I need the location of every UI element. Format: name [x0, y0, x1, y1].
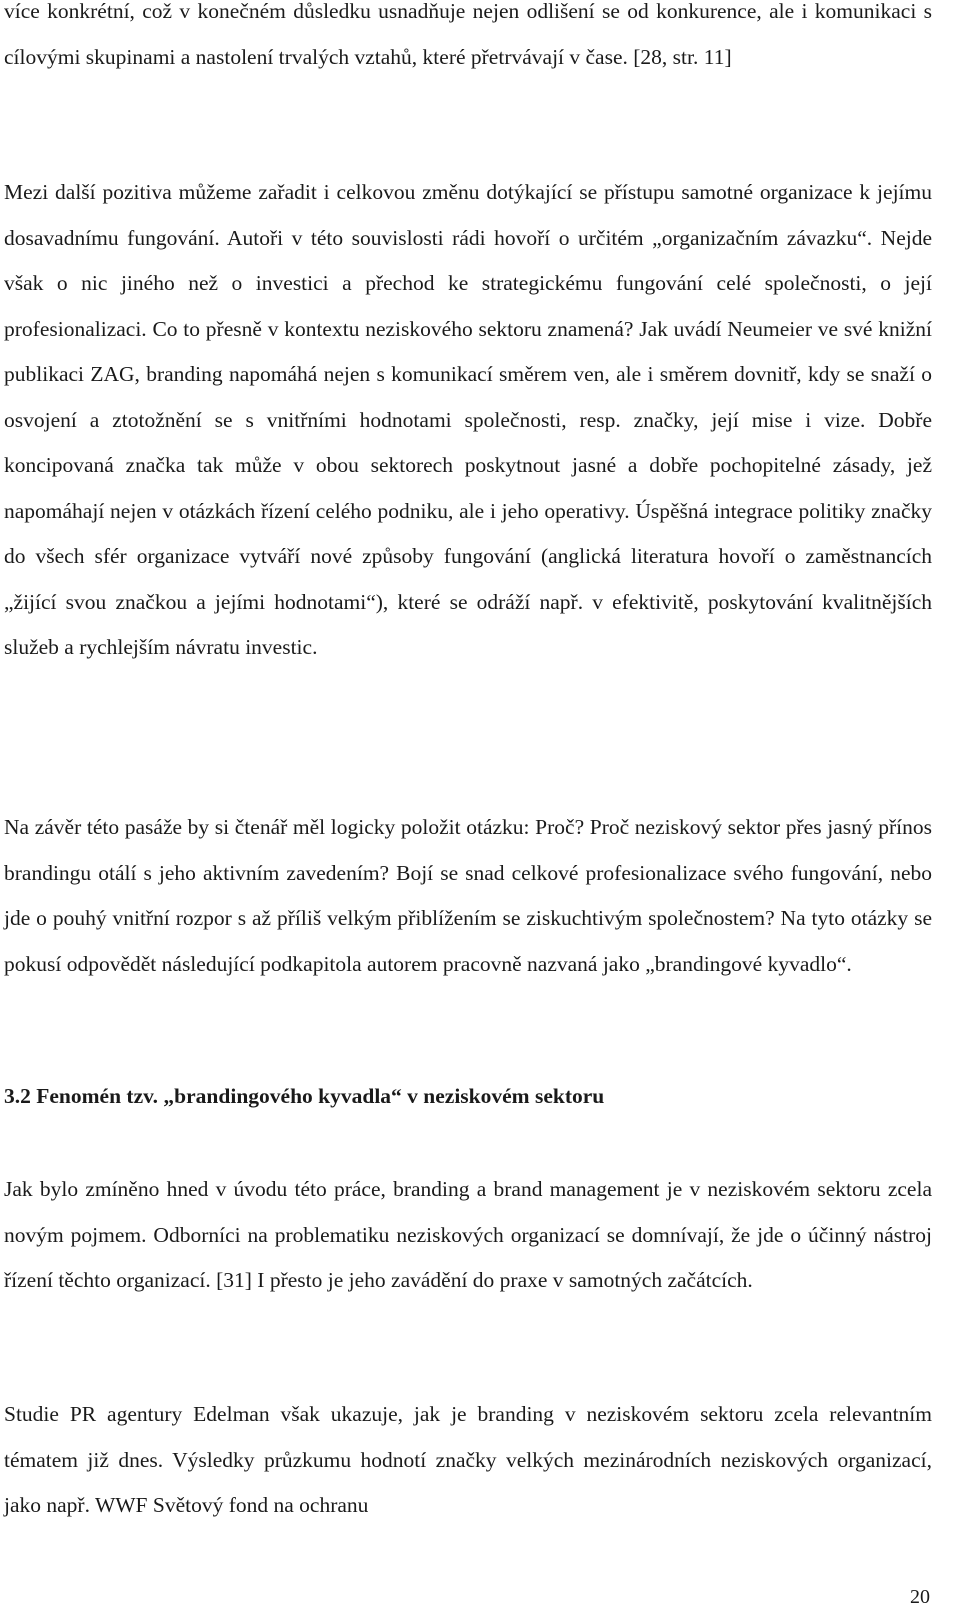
paragraph-benefits: Mezi další pozitiva můžeme zařadit i celkovou změnu dotýkající se přístupu samotné organizace k jejímu dosavadnímu fungování. Autoři v této souvislosti rádi hovoří o určitém „organizačním závazku“. Nejde však o nic jiného než o investici a přechod ke strategickému fungování celé společnosti, o její profesionalizaci. Co to přesně v kontextu neziskového sektoru znamená? Jak uvádí Neumeier ve své knižní publikaci ZAG, branding napomáhá nejen s komunikací směrem ven, ale i směrem dovnitř, kdy se snaží o osvojení a ztotožnění se s vnitřními hodnotami společnosti, resp. značky, její mise i vize. Dobře koncipovaná značka tak může v obou sektorech poskytnout jasné a dobře pochopitelné zásady, jež napomáhají nejen v otázkách řízení celého podniku, ale i jeho operativy. Úspěšná integrace politiky značky do všech sfér organizace vytváří nové způsoby fungování (anglická literatura hovoří o zaměstnancích „žijící svou značkou a jejími hodnotami“), které se odráží např. v efektivitě, poskytování kvalitnějších služeb a rychlejším návratu investic.	[4, 180, 932, 659]
paragraph-question: Na závěr této pasáže by si čtenář měl logicky položit otázku: Proč? Proč neziskový sektor přes jasný přínos brandingu otálí s jeho aktivním zavedením? Bojí se snad celkové profesionalizace svého fungování, nebo jde o pouhý vnitřní rozpor s až příliš velkým přiblížením se ziskuchtivým společnostem? Na tyto otázky se pokusí odpovědět následující podkapitola autorem pracovně nazvaná jako „brandingové kyvadlo“.	[4, 815, 932, 976]
section-heading: 3.2 Fenomén tzv. „brandingového kyvadla“ v neziskovém sektoru	[4, 1084, 605, 1108]
paragraph-edelman-study: Studie PR agentury Edelman však ukazuje, jak je branding v neziskovém sektoru zcela relevantním tématem již dnes. Výsledky průzkumu hodnotí značky velkých mezinárodních neziskových organizací, jako např. WWF Světový fond na ochranu	[4, 1402, 932, 1517]
page-number: 20	[910, 1586, 930, 1608]
paragraph-intro: Jak bylo zmíněno hned v úvodu této práce, branding a brand management je v neziskovém sektoru zcela novým pojmem. Odborníci na problematiku neziskových organizací se domnívají, že jde o účinný nástroj řízení těchto organizací. [31] I přesto je jeho zavádění do praxe v samotných začátcích.	[4, 1177, 932, 1292]
paragraph-continuation: více konkrétní, což v konečném důsledku usnadňuje nejen odlišení se od konkurence, ale i komunikaci s cílovými skupinami a nastolení trvalých vztahů, které přetrvávají v čase. [28, str. 11]	[4, 0, 932, 69]
